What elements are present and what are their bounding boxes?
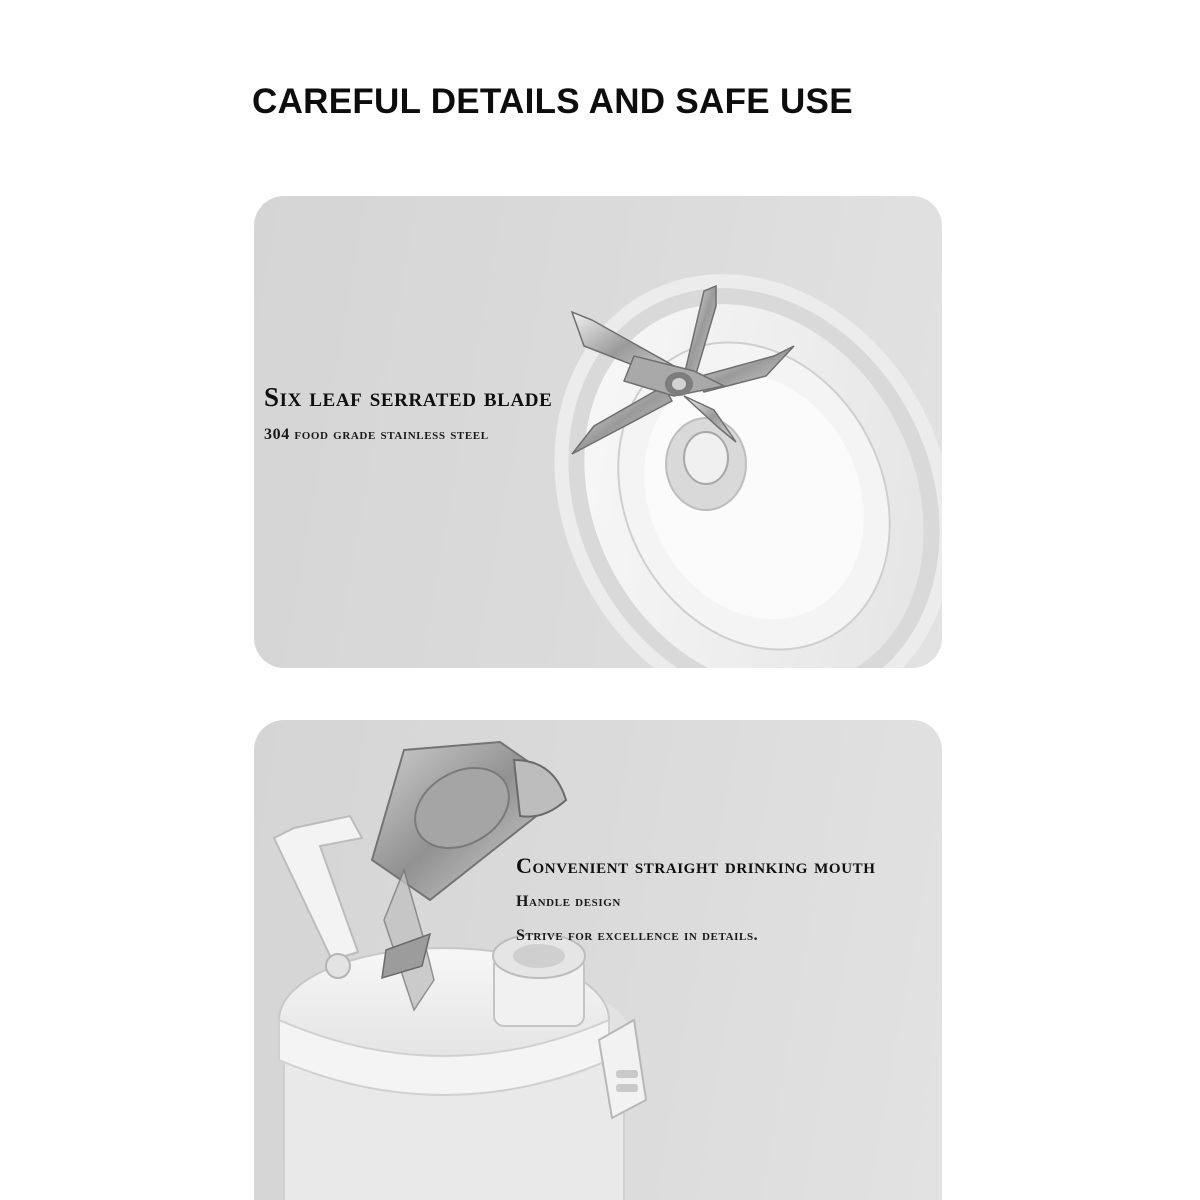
mouth-line-excellence: Strive for excellence in details.	[516, 927, 759, 944]
mouth-heading: Convenient straight drinking mouth	[516, 853, 876, 878]
page-title: CAREFUL DETAILS AND SAFE USE	[252, 82, 853, 121]
mouth-feature-panel	[254, 720, 942, 1200]
mouth-caption	[516, 854, 876, 946]
mouth-line-handle: Handle design	[516, 893, 621, 910]
blade-subtitle: 304 food grade stainless steel	[264, 426, 489, 443]
blade-feature-panel	[254, 196, 942, 668]
blade-heading: Six leaf serrated blade	[264, 382, 553, 412]
bottle-lid-illustration	[254, 720, 942, 1200]
blade-caption	[264, 382, 552, 444]
